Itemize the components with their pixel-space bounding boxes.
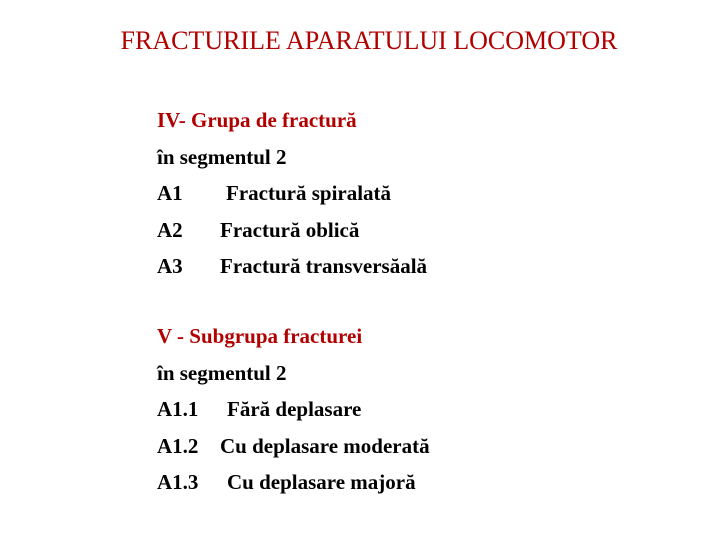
group-item-a2 [157,212,427,249]
subgroup-heading-line1: V - Subgrupa fracturei [157,324,363,348]
group-item-code: A3 [157,254,183,278]
fracture-group-block [157,102,427,285]
group-item-desc: Fractură spiralată [226,181,392,205]
group-item-code: A2 [157,217,183,242]
subgroup-item-code: A1.1 [157,397,199,421]
subgroup-item-code: A1.2 [157,433,199,458]
fracture-subgroup-block [157,318,430,501]
subgroup-item-desc: Fără deplasare [227,397,362,421]
slide-title: FRACTURILE APARATULUI LOCOMOTOR [120,26,618,55]
subgroup-item-a1-3 [157,464,430,501]
subgroup-item-a1-2 [157,428,430,465]
group-item-a1 [157,175,427,212]
group-heading-line1: IV- Grupa de fractură [157,108,357,132]
subgroup-heading-line2: în segmentul 2 [157,360,287,385]
subgroup-item-code: A1.3 [157,470,199,494]
group-item-code: A1 [157,181,183,205]
group-item-a3 [157,248,427,285]
group-item-desc: Fractură oblică [220,217,360,242]
group-item-desc: Fractură transversăală [220,254,428,278]
group-heading-line2: în segmentul 2 [157,144,287,169]
subgroup-item-desc: Cu deplasare majoră [227,470,416,494]
subgroup-item-a1-1 [157,391,430,428]
subgroup-item-desc: Cu deplasare moderată [220,433,430,458]
